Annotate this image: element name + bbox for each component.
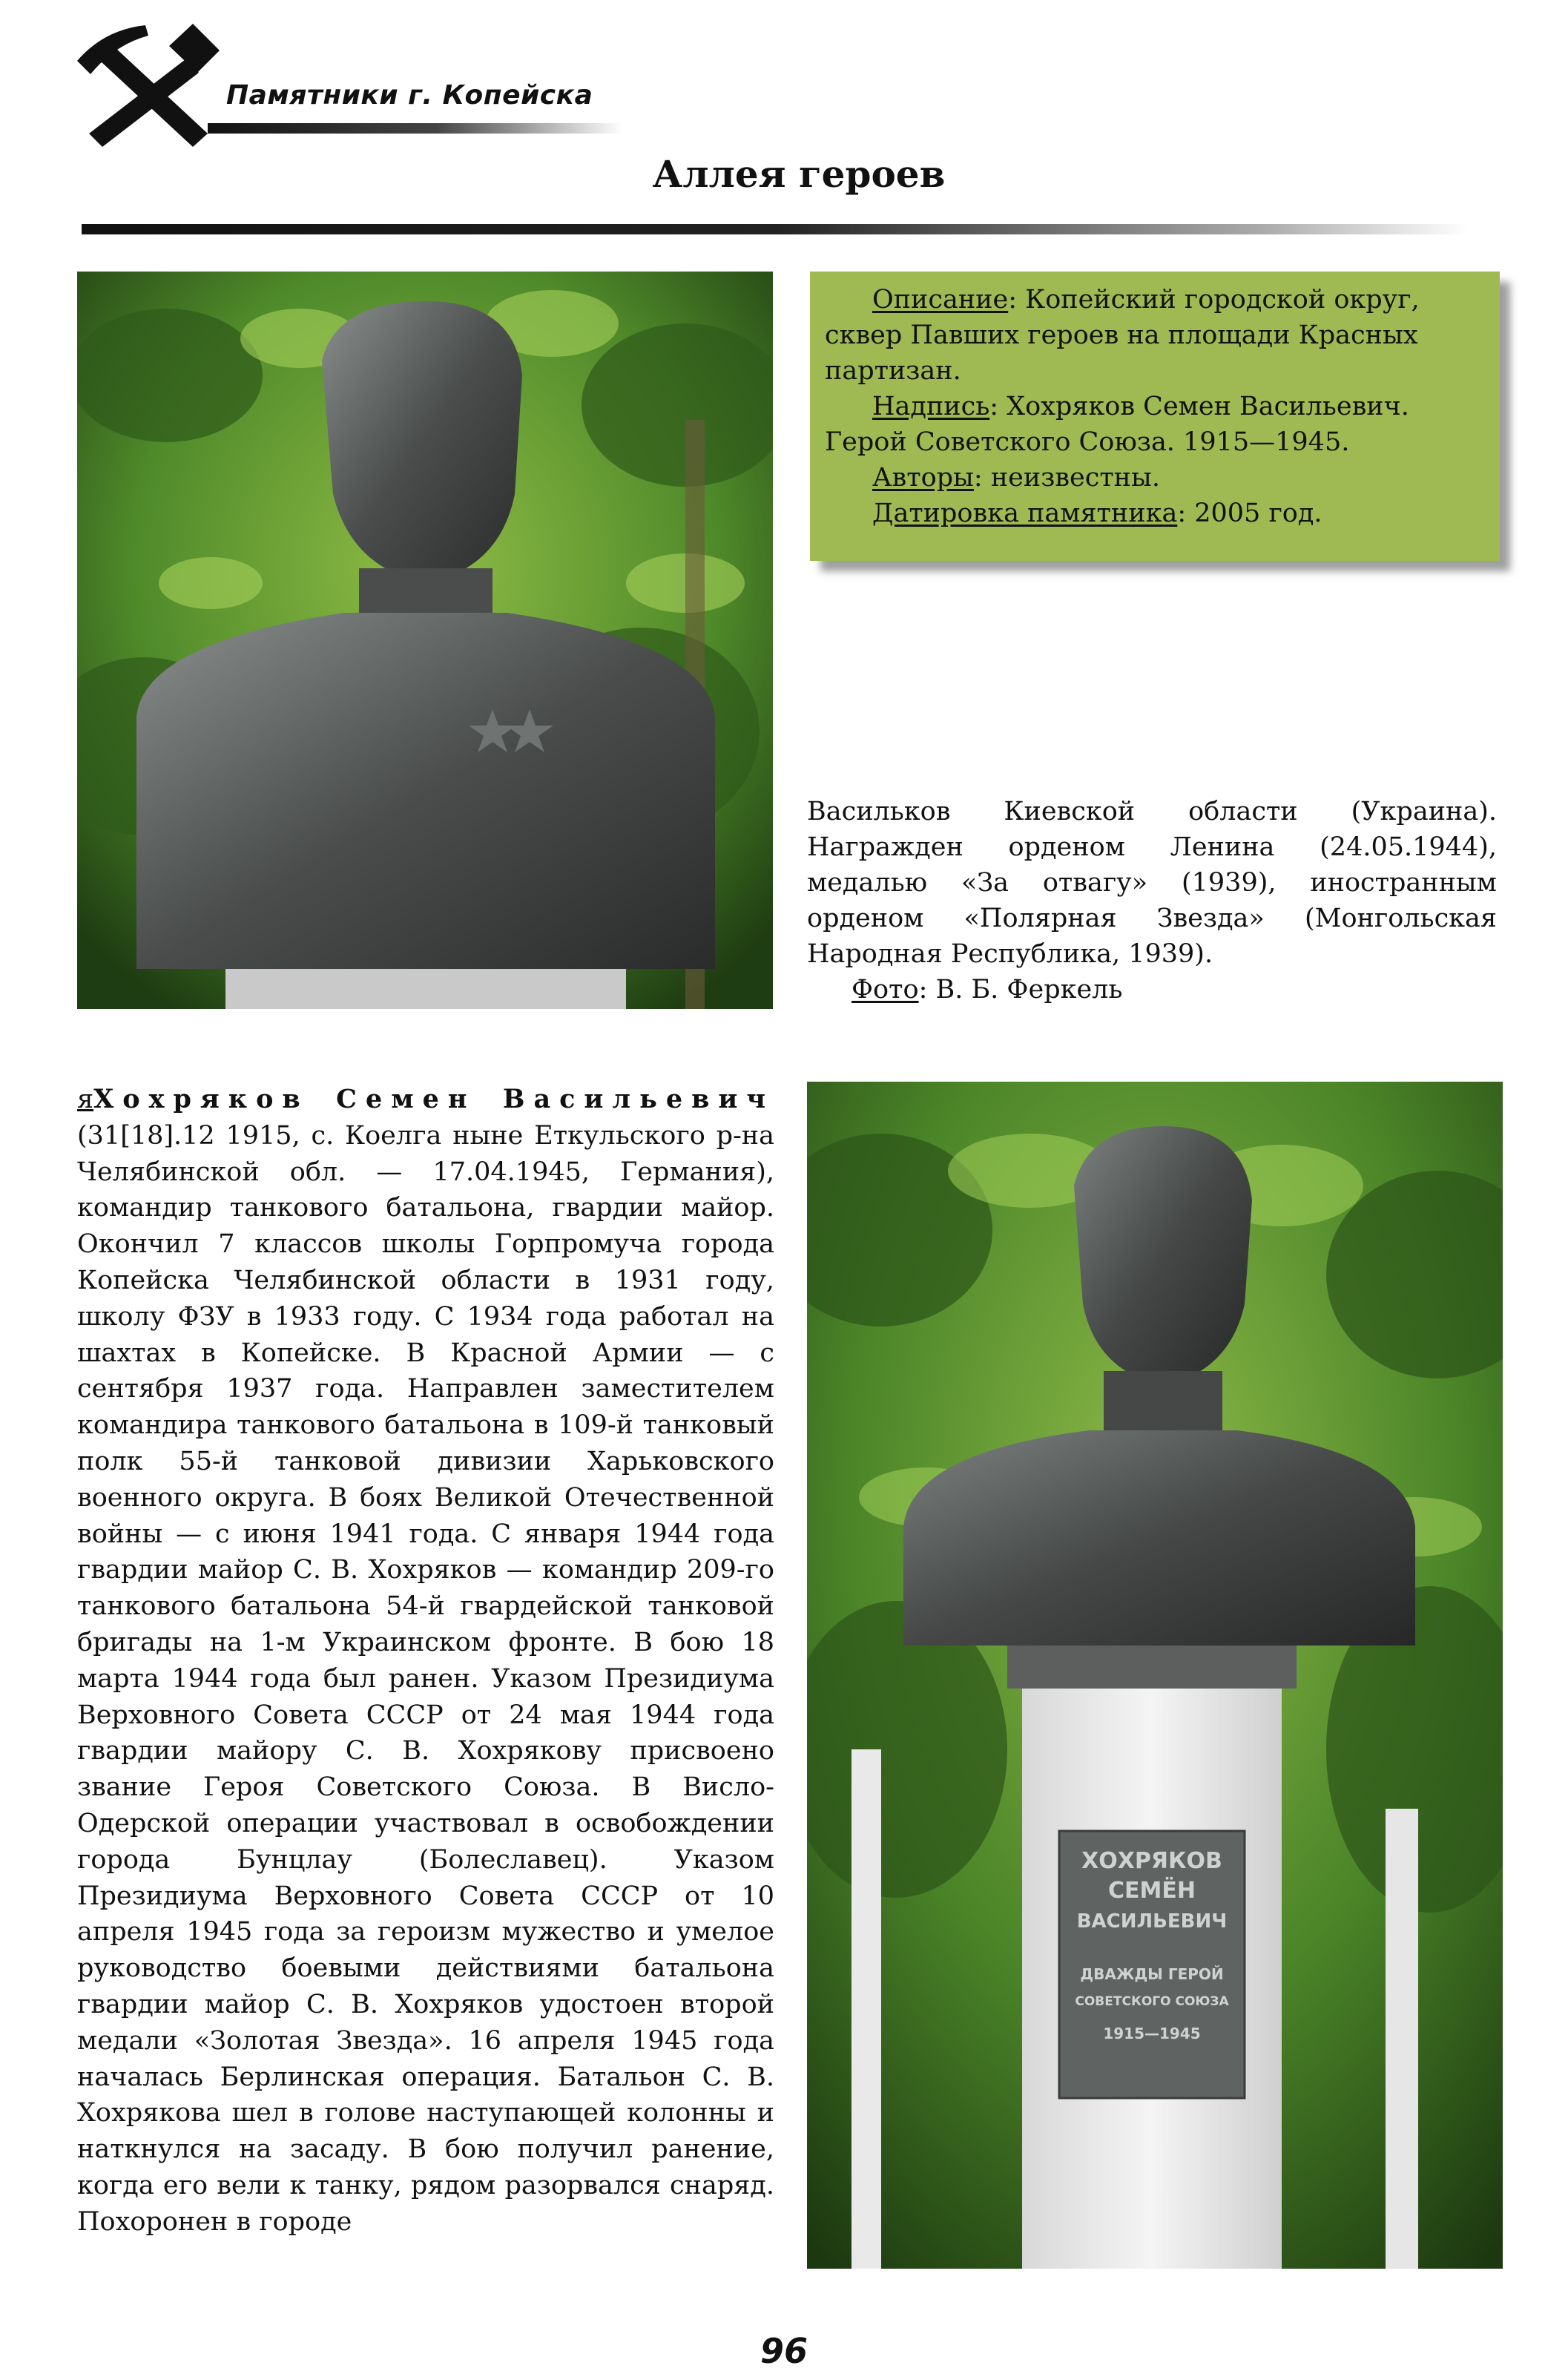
description-label: Описание (872, 285, 1009, 315)
photo-credit-line (807, 972, 1497, 1007)
inscription-line (825, 389, 1478, 460)
inscription-text: : Хохряков Семен Васильевич. Герой Советского Союза. 1915—1945. (825, 392, 1409, 457)
plaque-line-4: ДВАЖДЫ ГЕРОЙ (1080, 1965, 1224, 1983)
photo-credit: : В. Б. Феркель (918, 975, 1123, 1005)
plaque-line-6: 1915—1945 (1103, 2025, 1201, 2042)
header-rule (208, 123, 623, 134)
title-rule (82, 224, 1469, 234)
plaque-line-5: СОВЕТСКОГО СОЮЗА (1075, 1994, 1229, 2009)
inscription-label: Надпись (872, 392, 990, 421)
plaque-line-1: ХОХРЯКОВ (1081, 1848, 1222, 1874)
dating-label: Датировка памятника (872, 499, 1178, 528)
description-line (825, 282, 1478, 389)
dating-text: : 2005 год. (1177, 499, 1322, 528)
bust-photo-top (77, 272, 773, 1009)
authors-label: Авторы (872, 463, 974, 493)
authors-line (825, 460, 1478, 496)
page-number: 96 (760, 2331, 808, 2371)
dating-line (825, 496, 1478, 531)
biography (77, 1082, 774, 2240)
biography-continuation (807, 794, 1497, 1007)
plaque-line-2: СЕМЁН (1108, 1878, 1196, 1904)
description-text: : Копейский городской округ, сквер Павших героев на площади Красных партизан. (825, 285, 1420, 386)
biography-text: (31[18].12 1915, с. Коелга ныне Еткульского р-на Челябинской обл. — 17.04.1945, Германия), командир танкового батальона, гвардии майор. Окончил 7 классов школы Горпромуча города Копейска Челябинской области в 1931 году, школу ФЗУ в 1933 году. С 1934 года работал на шахтах в Копейске. В Красной Армии — с сентября 1937 года. Направлен заместителем командира танкового батальона в 109-й танковый полк 55-й танковой дивизии Харьковского военного округа. В боях Великой Отечественной войны — с июня 1941 года. С января 1944 года гвардии майор С. В. Хохряков — командир 209-го танкового батальона 54-й гвардейской танковой бригады на 1-м Украинском фронте. В бою 18 марта 1944 года был ранен. Указом Президиума Верховного Совета СССР от 24 мая 1944 года гвардии майору С. В. Хохрякову присвоено звание Героя Советского Союза. В Висло-Одерской операции участвовал в освобождении города Бунцлау (Болеславец). Указом Президиума Верховного Совета СССР от 10 апреля 1945 года за героизм мужество и умелое руководство боевыми действиями батальона гвардии майор С. В. Хохряков удостоен второй медали «Золотая Звезда». 16 апреля 1945 года началась Берлинская операция. Батальон С. В. Хохрякова шел в голове наступающей колонны и наткнулся на засаду. В бою получил ранение, когда его вели к танку, рядом разорвался снаряд. Похоронен в городе (77, 1120, 774, 2237)
series-title: Памятники г. Копейска (226, 80, 593, 111)
biography-name: Хохряков Семен Васильевич (93, 1084, 774, 1114)
biography-marker: я (77, 1085, 94, 1114)
section-title: Аллея героев (652, 152, 946, 196)
authors-text: : неизвестны. (973, 463, 1160, 493)
photo-label: Фото (851, 975, 919, 1005)
hammer-pick-logo-icon (74, 22, 223, 148)
monument-info-box (810, 272, 1500, 561)
bust-photo-bottom (807, 1082, 1503, 2269)
plaque-line-3: ВАСИЛЬЕВИЧ (1076, 1910, 1228, 1933)
continuation-text: Васильков Киевской области (Украина). Награжден орденом Ленина (24.05.1944), медалью «За отвагу» (1939), иностранным орденом «Полярная Звезда» (Монгольская Народная Республика, 1939). (807, 797, 1497, 969)
